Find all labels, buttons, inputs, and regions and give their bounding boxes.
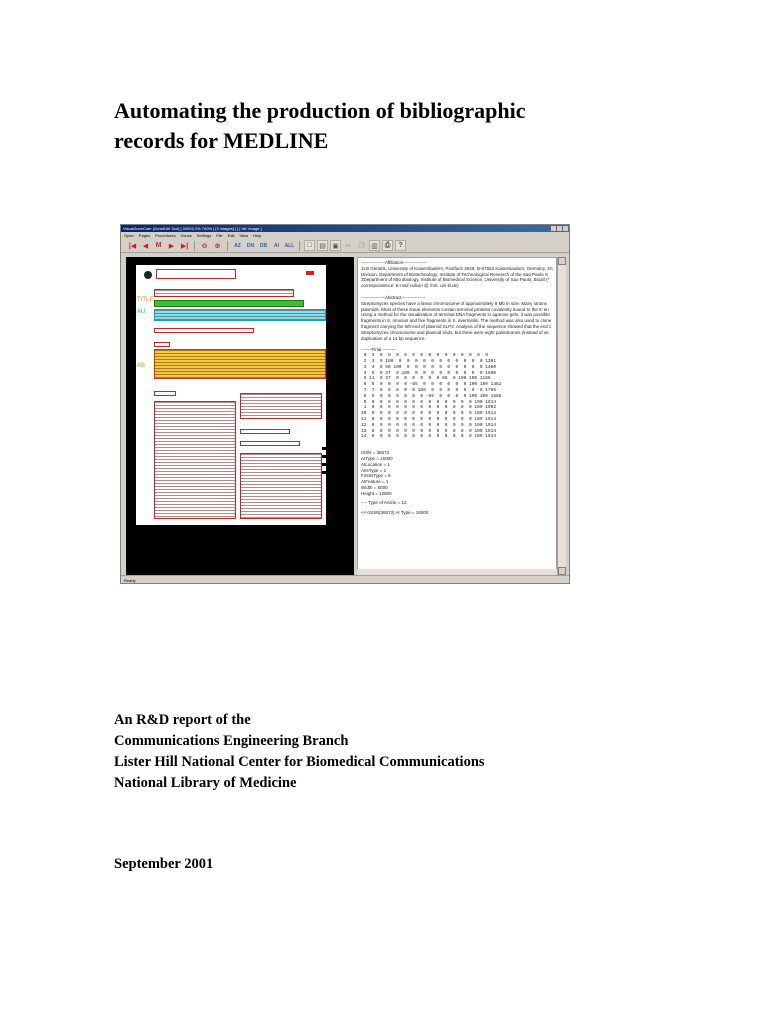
- window-controls: [551, 226, 568, 231]
- dn-button: DN: [246, 242, 255, 249]
- toolbar-separator: [194, 241, 195, 251]
- field-line: ISSN = 36072: [361, 450, 390, 456]
- journal-logo: [144, 271, 152, 279]
- application-screenshot: [120, 224, 570, 584]
- final-header: -------Final ---------: [361, 347, 396, 353]
- affiliation-line: Division, Department of Biotechnology, Institute of Technological Research of the Sao Paulo S: [361, 271, 548, 277]
- matrix-row: 10 0 0 0 0 0 0 0 0 0 0 0 0 0 100 1914: [361, 411, 497, 417]
- menu-item: View: [239, 233, 249, 238]
- document-title: [114, 96, 674, 156]
- zone-affiliation: [154, 309, 326, 321]
- scroll-up-icon: [558, 257, 566, 265]
- matrix-row: 4 5 0 37 0 100 0 0 0 0 0 0 0 0 0 1580: [361, 370, 497, 376]
- extracted-text-pane: [357, 257, 557, 575]
- menu-item: Procedures: [155, 233, 176, 238]
- field-line: AIFeature = 1: [361, 479, 389, 485]
- field-line: AIType = 16000: [361, 455, 393, 461]
- minimize-icon: [551, 226, 556, 231]
- zone-page-number: [306, 271, 314, 275]
- matrix-row: 14 0 0 0 0 0 0 0 0 0 0 0 0 0 100 1914: [361, 434, 497, 440]
- zone-abstract-label: [154, 342, 170, 347]
- abstract-line: fragment carrying the left-end of plasmid SLP2. Analysis of the sequence showed that the end c: [361, 323, 552, 329]
- affiliation-line: correspondence: E-mail cullum @ rhrk. uni-kl.de): [361, 283, 459, 289]
- first-page-icon: |◀: [128, 242, 137, 250]
- help-icon: ?: [395, 240, 406, 251]
- field-line: AIIsType = 1: [361, 467, 387, 473]
- scanned-page: [136, 265, 326, 525]
- last-page-icon: ▶|: [180, 242, 189, 250]
- toolbar-separator: [299, 241, 300, 251]
- vertical-scrollbar: [557, 257, 566, 575]
- affiliation-line: 1LB Genetik, University of Kaiserslautern, Postfach 3049, D-67653 Kaiserslautern, Germany. 2C: [361, 265, 554, 271]
- window-titlebar: [121, 225, 569, 232]
- close-icon: [563, 226, 568, 231]
- toolbar-separator: [227, 241, 228, 251]
- open-folder-icon: ▤: [317, 240, 328, 251]
- new-page-icon: □: [304, 240, 315, 251]
- field-line: AILocation = 1: [361, 461, 390, 467]
- affiliation-line: 3Department of Microbiology, Institute of Biomedical Science, University of Sao Paulo, Brazil (*: [361, 277, 550, 283]
- zoom-in-icon: ⊕: [214, 242, 221, 250]
- abstract-line: Using a method for the visualisation of terminal DNA fragments in agarose gels, it was possible: [361, 312, 550, 318]
- menu-item: Settings: [196, 233, 212, 238]
- field-line: FirstIsType = 6: [361, 473, 391, 479]
- title-line-2: records for MEDLINE: [114, 128, 329, 153]
- abstract-line: fragments in S. rimosus and five fragments in S. avermitilis. The method was also used to clone: [361, 318, 552, 324]
- zone-title: [154, 289, 294, 297]
- status-bar: Ready: [121, 575, 569, 584]
- zone-subheading: [240, 441, 300, 446]
- title-tag: TITLE: [137, 297, 154, 303]
- zone-marker: [322, 471, 326, 474]
- report-line-2: Communications Engineering Branch: [114, 733, 349, 749]
- field-line: Width = 5000: [361, 484, 388, 490]
- matrix-row: 1 0 0 0 0 0 0 0 0 0 0 0 0 0 100 1002: [361, 405, 497, 411]
- matrix-row: 2 3 0 100 0 0 0 0 0 0 0 0 0 0 0 1301: [361, 358, 497, 364]
- zone-body-column-2b: [240, 453, 322, 519]
- abstract-line: duplication of a 14 bp sequence.: [361, 335, 426, 341]
- save-icon: ▣: [330, 240, 341, 251]
- zone-body-column-1: [154, 401, 236, 519]
- all-button: ALL: [284, 242, 295, 249]
- zone-body-column-2a: [240, 393, 322, 419]
- affiliation-header: ----------------Affiliation----------------: [361, 260, 428, 265]
- abstract-header: ----------------Abstract----------------: [361, 294, 426, 300]
- matrix-row: 11 0 0 0 0 0 0 0 0 0 0 0 0 0 100 1914: [361, 416, 497, 422]
- matrix-row: 12 0 0 0 0 0 0 0 0 0 0 0 0 0 100 1914: [361, 422, 497, 428]
- matrix-row: 5 11 0 37 0 0 0 0 0 0 88 0 100 100 1158: [361, 376, 491, 382]
- issn-line: <<<ISSN[36072] AI Type = 16000: [361, 510, 429, 516]
- menu-item: Help: [253, 233, 262, 238]
- matrix-row: 8 5 0 0 0 0 0 0 -85 0 0 0 0 100 100 1588: [361, 393, 502, 399]
- menu-item: File: [216, 233, 223, 238]
- zone-authors: [154, 300, 304, 307]
- previous-page-icon: ◀: [142, 242, 149, 250]
- zone-received: [154, 328, 254, 333]
- menu-item: Zones: [180, 233, 192, 238]
- article-type-line: ---- Type of Article = 12: [361, 500, 407, 506]
- copy-icon: ❐: [358, 242, 365, 250]
- abstract-tag: AB: [137, 363, 146, 369]
- zone-marker: [322, 463, 326, 466]
- scroll-down-icon: [558, 567, 566, 575]
- menu-bar: [121, 232, 569, 239]
- report-line-1: An R&D report of the: [114, 712, 251, 728]
- report-line-3: Lister Hill National Center for Biomedical Communications: [114, 754, 485, 770]
- print-icon: ⎙: [382, 240, 393, 251]
- publication-date: September 2001: [114, 856, 214, 872]
- cut-icon: ✂: [345, 242, 352, 250]
- ai-button: AI: [274, 242, 279, 249]
- zone-marker: [322, 455, 326, 458]
- matrix-row: 6 6 0 0 0 0 -85 0 0 0 0 0 0 100 100 1482: [361, 382, 502, 388]
- report-credits: [114, 710, 485, 794]
- zoom-out-icon: ⊖: [201, 242, 208, 250]
- zone-subheading: [240, 429, 290, 434]
- toolbar: [121, 239, 569, 253]
- field-line: Height = 12800: [361, 490, 392, 496]
- az-button: AZ: [234, 242, 241, 249]
- next-page-icon: ▶: [168, 242, 175, 250]
- matrix-row: 9 0 0 0 0 0 0 0 0 0 0 0 0 0 100 1914: [361, 399, 497, 405]
- menu-item: Edit: [227, 233, 235, 238]
- db-button: DB: [259, 242, 268, 249]
- abstract-line: Streptomyces species have a linear chromosome of approximately 8 Mb in size. Many strains: [361, 300, 547, 306]
- paste-icon: ▥: [369, 240, 380, 251]
- abstract-line: plasmids. Most of these linear elements contain terminal proteins covalently bound to the 5' en: [361, 306, 549, 312]
- matrix-row: 7 7 0 0 0 0 0 100 0 0 0 0 0 0 0 1705: [361, 387, 497, 393]
- merge-icon: M: [155, 242, 162, 249]
- matrix-row: 3 4 0 50 100 0 0 0 0 0 0 0 0 0 0 1480: [361, 364, 497, 370]
- matrix-row: 0 3 0 8 0 6 0 0 0 0 0 0 0 0 0 0: [361, 353, 488, 359]
- zone-section-heading: [154, 391, 176, 396]
- zone-marker: [322, 447, 326, 450]
- window-title: VisualZoneCuer [ZoneEdit Tool] [ 00003.1% 700% ] [3 images] [ ] [ ref. image ]: [123, 226, 262, 231]
- abstract-line: Streptomyces chromosome and plasmid ends, but there were eight palindromes (instead of se: [361, 329, 549, 335]
- matrix-row: 13 0 0 0 0 0 0 0 0 0 0 0 0 0 100 1914: [361, 428, 497, 434]
- menu-item: Open: [124, 233, 134, 238]
- zone-header: [156, 269, 236, 279]
- maximize-icon: [557, 226, 562, 231]
- authors-tag: AU: [137, 309, 146, 315]
- report-line-4: National Library of Medicine: [114, 775, 297, 791]
- menu-item: Pages: [138, 233, 151, 238]
- page-image-pane: [126, 257, 354, 575]
- title-line-1: Automating the production of bibliographic: [114, 98, 526, 123]
- zone-abstract: [154, 349, 326, 379]
